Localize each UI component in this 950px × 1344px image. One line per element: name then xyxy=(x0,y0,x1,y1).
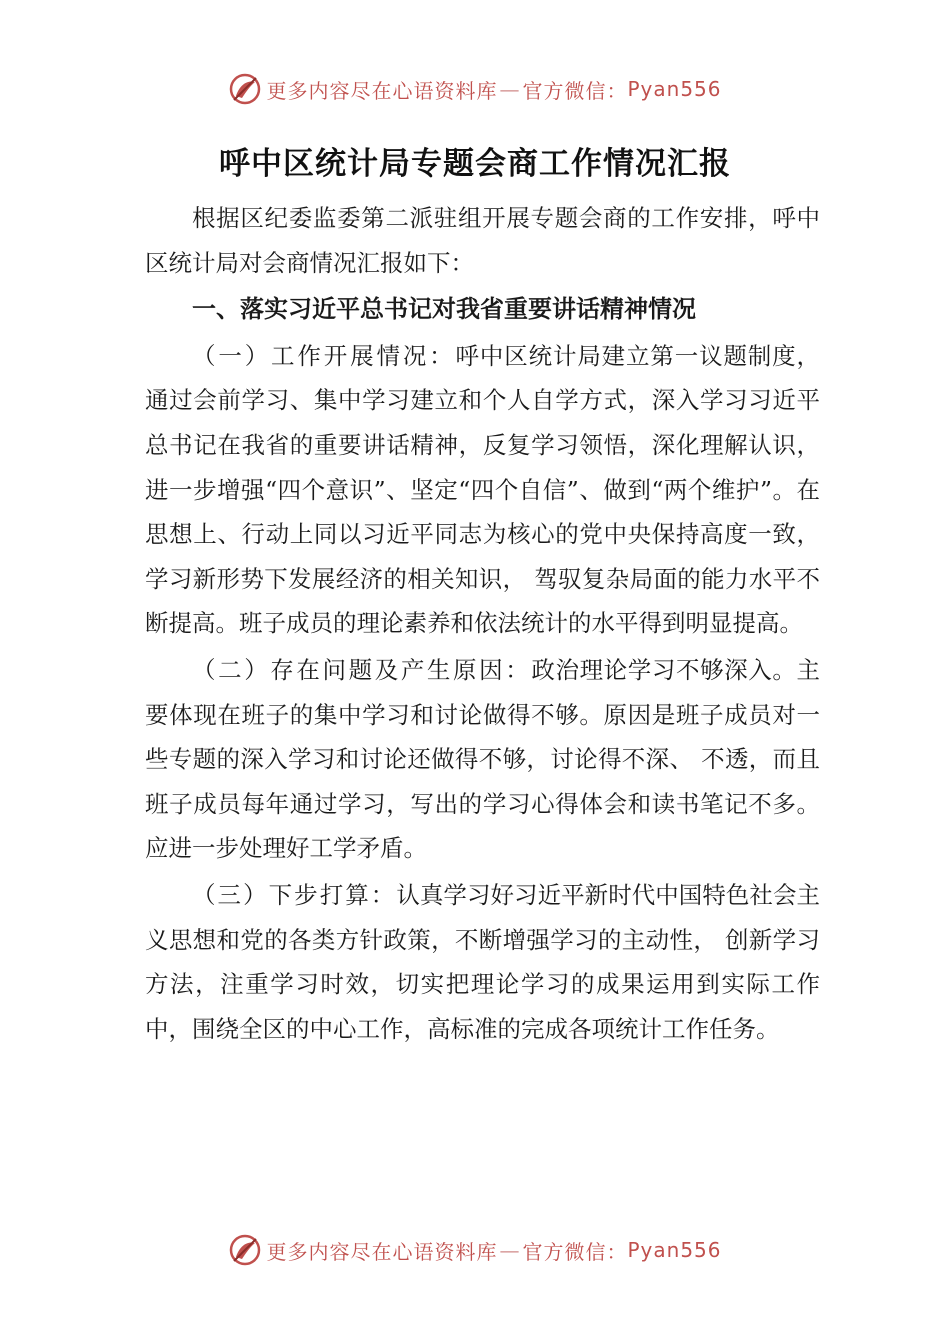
watermark-contact-id: Pyan556 xyxy=(627,77,722,101)
watermark-separator: — xyxy=(499,1238,521,1262)
intro-paragraph: 根据区纪委监委第二派驻组开展专题会商的工作安排，呼中区统计局对会商情况汇报如下： xyxy=(145,204,820,277)
watermark-contact-label: 官方微信： xyxy=(522,1239,628,1264)
watermark-text: 更多内容尽在心语资料库 xyxy=(266,78,498,103)
logo-icon xyxy=(228,72,262,106)
item-3-label: （三）下步打算： xyxy=(192,880,397,909)
item-2-paragraph xyxy=(145,648,820,871)
watermark-header xyxy=(0,72,950,106)
logo-icon xyxy=(228,1233,262,1267)
watermark-text: 更多内容尽在心语资料库 xyxy=(266,1239,498,1264)
watermark-footer xyxy=(0,1233,950,1267)
watermark-separator: — xyxy=(499,77,521,101)
item-1-paragraph xyxy=(145,334,820,646)
document-body xyxy=(145,196,820,1051)
item-2-label: （二）存在问题及产生原因： xyxy=(192,655,532,684)
item-2-text: 政治理论学习不够深入。主要体现在班子的集中学习和讨论做得不够。原因是班子成员对一些专题的深入学习和讨论还做得不够，讨论得不深、 不透，而且班子成员每年通过学习，写出的学习心得体会和读书笔记不多。应进一步处理好工学矛盾。 xyxy=(145,655,821,863)
item-1-label: （一）工作开展情况： xyxy=(192,341,456,370)
document-title: 呼中区统计局专题会商工作情况汇报 xyxy=(219,146,731,182)
section-heading: 一、落实习近平总书记对我省重要讲话精神情况 xyxy=(192,295,696,324)
watermark-contact-id: Pyan556 xyxy=(627,1238,722,1262)
item-3-text: 认真学习好习近平新时代中国特色社会主义思想和党的各类方针政策，不断增强学习的主动性， 创新学习方法，注重学习时效，切实把理论学习的成果运用到实际工作中，围绕全区的中心工作，高标准的完成各项统计工作任务。 xyxy=(145,880,821,1043)
watermark-contact-label: 官方微信： xyxy=(522,78,628,103)
item-3-paragraph xyxy=(145,873,820,1051)
item-1-text: 呼中区统计局建立第一议题制度，通过会前学习、集中学习建立和个人自学方式，深入学习习近平总书记在我省的重要讲话精神，反复学习领悟，深化理解认识，进一步增强“四个意识”、坚定“四个自信”、做到“两个维护”。在思想上、行动上同以习近平同志为核心的党中央保持高度一致，学习新形势下发展经济的相关知识， 驾驭复杂局面的能力水平不断提高。班子成员的理论素养和依法统计的水平得到明显提高。 xyxy=(145,341,821,638)
